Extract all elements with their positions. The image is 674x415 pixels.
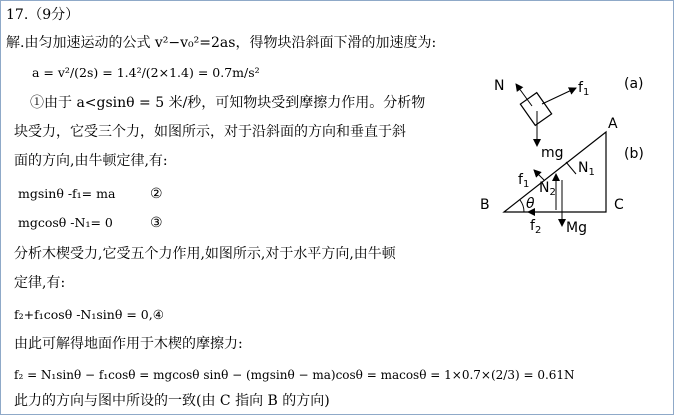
equation-2: mgsinθ -f₁= ma — [18, 186, 116, 201]
force-diagram — [466, 62, 666, 252]
friction-f1-arrow — [534, 170, 544, 180]
solution-line-3: ①由于 a<gsinθ = 5 米/秒，可知物块受到摩擦力作用。分析物 — [30, 95, 426, 111]
solution-line-1: 解.由匀加速运动的公式 v²−v₀²=2as，得物块沿斜面下滑的加速度为: — [6, 35, 437, 51]
label-figure-b: (b) — [624, 146, 644, 162]
equation-3: mgcosθ -N₁= 0 — [18, 215, 113, 230]
figure-a-block-diagram — [516, 84, 576, 146]
label-mg-bottom: Mg — [566, 220, 587, 236]
solution-line-8: 分析木楔受力,它受五个力作用,如图所示,对于水平方向,由牛顿 — [14, 246, 396, 262]
label-f1-top: $f_1$ — [578, 80, 590, 98]
solution-line-9: 定律,有: — [14, 275, 66, 291]
normal-force-n1-arrow — [566, 162, 576, 174]
problem-number: 17.（9分） — [6, 7, 80, 23]
equation-4: f₂+f₁cosθ -N₁sinθ = 0,④ — [14, 307, 164, 322]
label-f2: $f_2$ — [530, 218, 542, 236]
label-vertex-b: B — [480, 197, 490, 213]
friction-result: f₂ = N₁sinθ − f₁cosθ = mgcosθ sinθ − (mgsinθ − ma)cosθ = macosθ = 1×0.7×(2/3) = 0.61N — [14, 368, 575, 382]
solution-line-5: 面的方向,由牛顿定律,有: — [14, 153, 168, 169]
label-n1: $N_1$ — [578, 160, 595, 178]
label-f1-bottom: $f_1$ — [518, 172, 530, 190]
friction-arrow-top — [542, 88, 576, 104]
label-theta: θ — [526, 196, 535, 212]
acceleration-formula: a = v²/(2s) = 1.4²/(2×1.4) = 0.7m/s² — [32, 65, 260, 80]
label-vertex-c: C — [614, 197, 624, 213]
equation-3-tag: ③ — [150, 215, 163, 231]
label-vertex-a: A — [608, 116, 618, 132]
equation-2-tag: ② — [150, 186, 163, 202]
solution-line-11: 由此可解得地面作用于木楔的摩擦力: — [14, 336, 243, 352]
block-shape — [520, 93, 551, 126]
label-mg-top: mg — [541, 145, 564, 161]
solution-line-4: 块受力，它受三个力，如图所示，对于沿斜面的方向和垂直于斜 — [14, 124, 406, 140]
label-n2: $N_2$ — [539, 180, 556, 198]
label-n: N — [494, 78, 505, 94]
angle-arc — [520, 200, 524, 212]
solution-conclusion: 此力的方向与图中所设的一致(由 C 指向 B 的方向) — [14, 393, 330, 409]
label-figure-a: (a) — [624, 76, 644, 92]
normal-force-arrow — [516, 84, 532, 106]
